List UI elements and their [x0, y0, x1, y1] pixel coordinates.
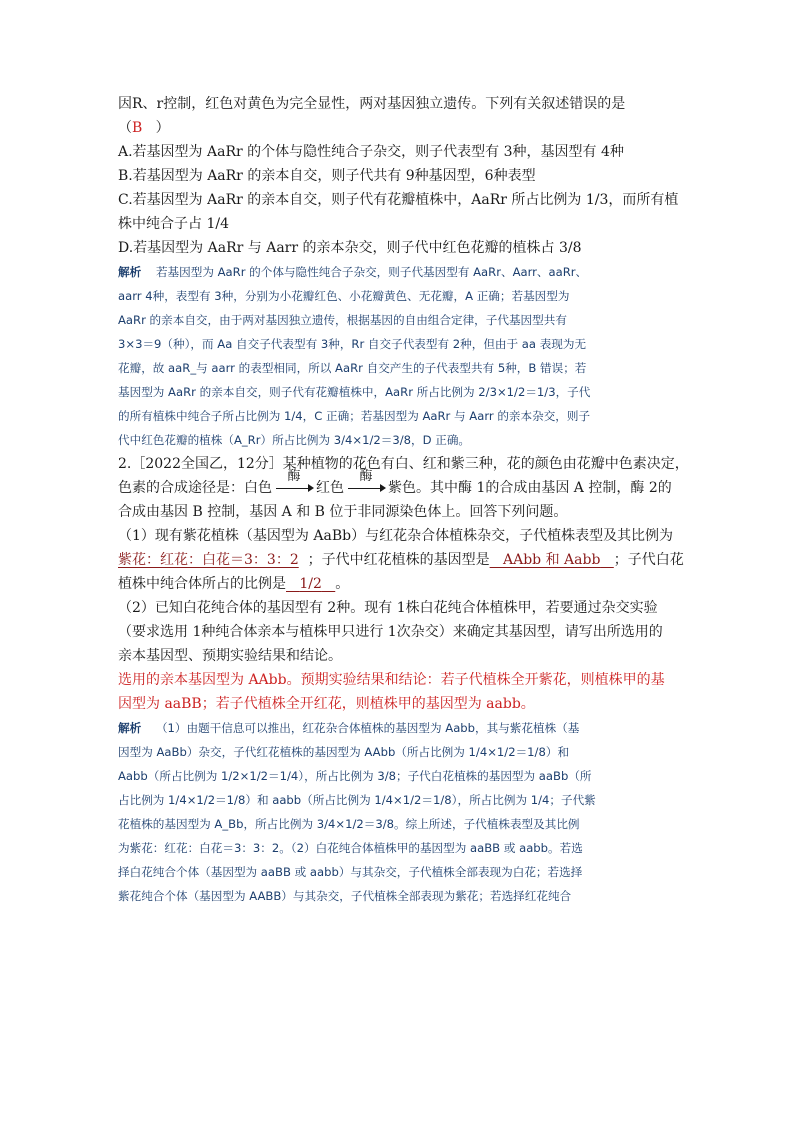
part1-text: 。 — [335, 576, 350, 592]
enzyme1-label: 酶 — [287, 469, 301, 484]
explanation-label: 解析 — [118, 265, 142, 279]
enzyme2-label: 酶 — [359, 469, 373, 484]
answer-close-paren: ） — [155, 120, 170, 136]
q1-explanation-line: aarr 4种，表型有 3种，分别为小花瓣红色、小花瓣黄色、无花瓣，A 正确；若基因型为 — [118, 289, 570, 303]
q1-explanation-line: 花瓣，故 aaR_与 aarr 的表型相同，所以 AaRr 自交产生的子代表型共有 5种，B 错误；若 — [118, 361, 587, 375]
q1-answer-line — [118, 116, 678, 140]
q1-stem-line: 因R、r控制，红色对黄色为完全显性，两对基因独立遗传。下列有关叙述错误的是 — [118, 96, 626, 112]
document-content — [118, 92, 689, 908]
q2-part2-line: 亲本基因型、预期实验结果和结论。 — [118, 648, 342, 664]
q2-pathway-line — [118, 469, 678, 500]
q2-explanation-line: 花植株的基因型为 A_Bb，所占比例为 3/4×1/2＝3/8。综上所述，子代植株表型及其比例 — [118, 817, 580, 831]
part1-text: 植株中纯合体所占的比例是 — [118, 576, 286, 592]
q1-option-b: B.若基因型为 AaRr 的亲本自交，则子代共有 9种基因型，6种表型 — [118, 168, 536, 184]
q1-explanation-line: 3×3＝9（种），而 Aa 自交子代表型有 3种，Rr 自交子代表型有 2种，但由于 aa 表现为无 — [118, 337, 587, 351]
q2-explanation-line: 为紫花：红花：白花＝3：3：2。（2）白花纯合体植株甲的基因型为 aaBB 或 aabb。若选 — [118, 841, 583, 855]
q2-stem-line: 2.［2022全国乙，12分］某种植物的花色有白、红和紫三种，花的颜色由花瓣中色素决定， — [118, 456, 689, 472]
part1-text: ；子代中红花植株的基因型是 — [307, 552, 490, 568]
q1-explanation-line: AaRr 的亲本自交，由于两对基因独立遗传，根据基因的自由组合定律，子代基因型共有 — [118, 313, 567, 327]
q1-explanation-line: 的所有植株中纯合子所占比例为 1/4，C 正确；若基因型为 AaRr 与 Aarr 的亲本杂交，则子 — [118, 409, 591, 423]
pathway-text: 紫色。其中酶 1的合成由基因 A 控制，酶 2的 — [388, 480, 672, 496]
q2-answer-line: 因型为 aaBB；若子代植株全开红花，则植株甲的基因型为 aabb。 — [118, 696, 535, 712]
q2-explanation-line: 占比例为 1/4×1/2＝1/8）和 aabb（所占比例为 1/4×1/2＝1/8），所占比例为 1/4；子代紫 — [118, 793, 596, 807]
explanation-text: 若基因型为 AaRr 的个体与隐性纯合子杂交，则子代基因型有 AaRr、Aarr、aaRr、 — [155, 265, 588, 279]
enzyme1-arrow — [274, 469, 314, 494]
part1-text: ；子代白花 — [613, 552, 684, 568]
pathway-text: 红色 — [316, 480, 344, 496]
q2-part1-line — [118, 548, 684, 572]
part1-answer-fraction-text: 1/2 — [299, 576, 322, 592]
q2-part2-line: （2）已知白花纯合体的基因型有 2种。现有 1株白花纯合体植株甲，若要通过杂交实验 — [118, 600, 658, 616]
q2-explanation-line: 紫花纯合个体（基因型为 AABB）与其杂交，子代植株全部表现为紫花；若选择红花纯合 — [118, 889, 572, 903]
q1-option-d: D.若基因型为 AaRr 与 Aarr 的亲本杂交，则子代中红色花瓣的植株占 3/8 — [118, 240, 582, 256]
pathway-text: 色素的合成途径是：白色 — [118, 480, 272, 496]
q2-explanation-line: Aabb（所占比例为 1/2×1/2＝1/4），所占比例为 3/8；子代白花植株的基因型为 aaBb（所 — [118, 769, 592, 783]
q1-explanation-line — [118, 260, 678, 284]
q2-explanation-line — [118, 716, 678, 740]
q2-part2-line: （要求选用 1种纯合体亲本与植株甲只进行 1次杂交）来确定其基因型，请写出所选用的 — [118, 624, 663, 640]
part1-answer-fraction — [286, 576, 335, 592]
q1-option-c: C.若基因型为 AaRr 的亲本自交，则子代有花瓣植株中，AaRr 所占比例为 1/3，而所有植 — [118, 192, 679, 208]
q1-option-c-cont: 株中纯合子占 1/4 — [118, 216, 229, 232]
q2-stem-line: 合成由基因 B 控制，基因 A 和 B 位于非同源染色体上。回答下列问题。 — [118, 504, 568, 520]
answer-open-paren: （ — [118, 120, 132, 136]
q1-explanation-line: 代中红色花瓣的植株（A_Rr）所占比例为 3/4×1/2＝3/8，D 正确。 — [118, 433, 471, 447]
q2-part1-line — [118, 572, 678, 596]
explanation-text: （1）由题干信息可以推出，红花杂合体植株的基因型为 Aabb，其与紫花植株（基 — [155, 721, 580, 735]
part1-answer-genotype — [490, 552, 614, 568]
part1-answer-genotype-text: AAbb 和 Aabb — [503, 552, 601, 568]
q1-explanation-line: 基因型为 AaRr 的亲本自交，则子代有花瓣植株中，AaRr 所占比例为 2/3×1/2＝1/3，子代 — [118, 385, 591, 399]
part1-answer-ratio: 紫花：红花：白花＝3：3：2 — [118, 552, 299, 568]
q1-answer: B — [132, 120, 143, 136]
explanation-label: 解析 — [118, 721, 142, 735]
q2-explanation-line: 择白花纯合个体（基因型为 aaBB 或 aabb）与其杂交，子代植株全部表现为白花；若选择 — [118, 865, 583, 879]
q2-part1-line: （1）现有紫花植株（基因型为 AaBb）与红花杂合体植株杂交，子代植株表型及其比例为 — [118, 528, 674, 544]
q1-option-a: A.若基因型为 AaRr 的个体与隐性纯合子杂交，则子代表型有 3种，基因型有 4种 — [118, 144, 624, 160]
enzyme2-arrow — [346, 469, 386, 494]
q2-answer-line: 选用的亲本基因型为 AAbb。预期实验结果和结论：若子代植株全开紫花，则植株甲的基 — [118, 672, 665, 688]
q2-explanation-line: 因型为 AaBb）杂交，子代红花植株的基因型为 AAbb（所占比例为 1/4×1/2＝1/8）和 — [118, 745, 570, 759]
